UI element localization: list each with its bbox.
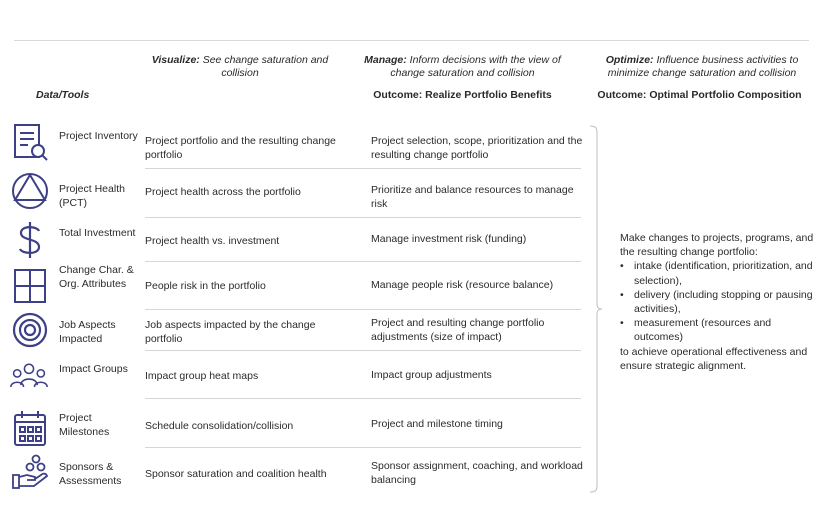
manage-cell: Project and resulting change portfolio adjustments (size of impact): [371, 317, 545, 343]
optimize-description: [620, 231, 815, 373]
visualize-cell: People risk in the portfolio: [145, 280, 266, 292]
manage-header: Manage: Inform decisions with the view of change saturation and collision: [364, 54, 561, 79]
list-item: • measurement (resources and outcomes): [620, 316, 815, 344]
tool-label: Project Milestones: [59, 412, 110, 438]
top-rule: [14, 40, 809, 41]
visualize-cell: Sponsor saturation and coalition health: [145, 468, 327, 480]
tool-label: Sponsors & Assessments: [59, 461, 122, 487]
bracket: [589, 125, 599, 493]
tool-label: Project Health (PCT): [59, 183, 125, 209]
target-icon: [10, 310, 50, 350]
row-divider: [145, 447, 581, 448]
inventory-magnifier-icon: [10, 122, 50, 162]
row-divider: [145, 261, 581, 262]
tool-label: Project Inventory: [59, 130, 138, 142]
manage-cell: Manage investment risk (funding): [371, 233, 527, 245]
manage-cell: Impact group adjustments: [371, 369, 492, 381]
optimize-outcome: Outcome: Optimal Portfolio Composition: [597, 89, 802, 101]
row-divider: [145, 398, 581, 399]
manage-outcome: Outcome: Realize Portfolio Benefits: [373, 89, 552, 101]
dollar-icon: [10, 220, 50, 260]
data-tools-header: Data/Tools: [36, 89, 90, 101]
grid-icon: [10, 266, 50, 306]
visualize-cell: Schedule consolidation/collision: [145, 420, 294, 432]
visualize-cell: Impact group heat maps: [145, 370, 259, 382]
manage-cell: Sponsor assignment, coaching, and workload balancing: [371, 460, 583, 486]
hand-coins-icon: [10, 454, 50, 494]
manage-cell: Prioritize and balance resources to manage risk: [371, 184, 574, 210]
visualize-cell: Project health vs. investment: [145, 235, 280, 247]
visualize-cell: Project portfolio and the resulting change portfolio: [145, 135, 336, 161]
triangle-circle-icon: [10, 171, 50, 211]
optimize-header: Optimize: Influence business activities to minimize change saturation and collision: [605, 54, 799, 79]
row-divider: [145, 168, 581, 169]
optimize-intro: Make changes to projects, programs, and the resulting change portfolio:: [620, 232, 814, 259]
list-item: • delivery (including stopping or pausing activities),: [620, 288, 815, 316]
tool-label: Impact Groups: [59, 363, 128, 375]
visualize-header: Visualize: See change saturation and collision: [151, 54, 329, 79]
row-divider: [145, 217, 581, 218]
manage-cell: Project and milestone timing: [371, 418, 503, 430]
list-item: • intake (identification, prioritization, and selection),: [620, 259, 815, 287]
tool-label: Job Aspects Impacted: [59, 319, 116, 345]
calendar-icon: [10, 409, 50, 449]
optimize-bullets: [620, 259, 815, 344]
tool-label: Change Char. & Org. Attributes: [59, 264, 134, 290]
manage-cell: Manage people risk (resource balance): [371, 279, 554, 291]
tool-label: Total Investment: [59, 227, 136, 239]
row-divider: [145, 309, 581, 310]
visualize-cell: Project health across the portfolio: [145, 186, 301, 198]
visualize-cell: Job aspects impacted by the change portfolio: [145, 319, 316, 345]
row-divider: [145, 350, 581, 351]
manage-cell: Project selection, scope, prioritization and the resulting change portfolio: [371, 135, 583, 161]
optimize-outro: to achieve operational effectiveness and ensure strategic alignment.: [620, 345, 808, 372]
people-group-icon: [9, 357, 49, 397]
